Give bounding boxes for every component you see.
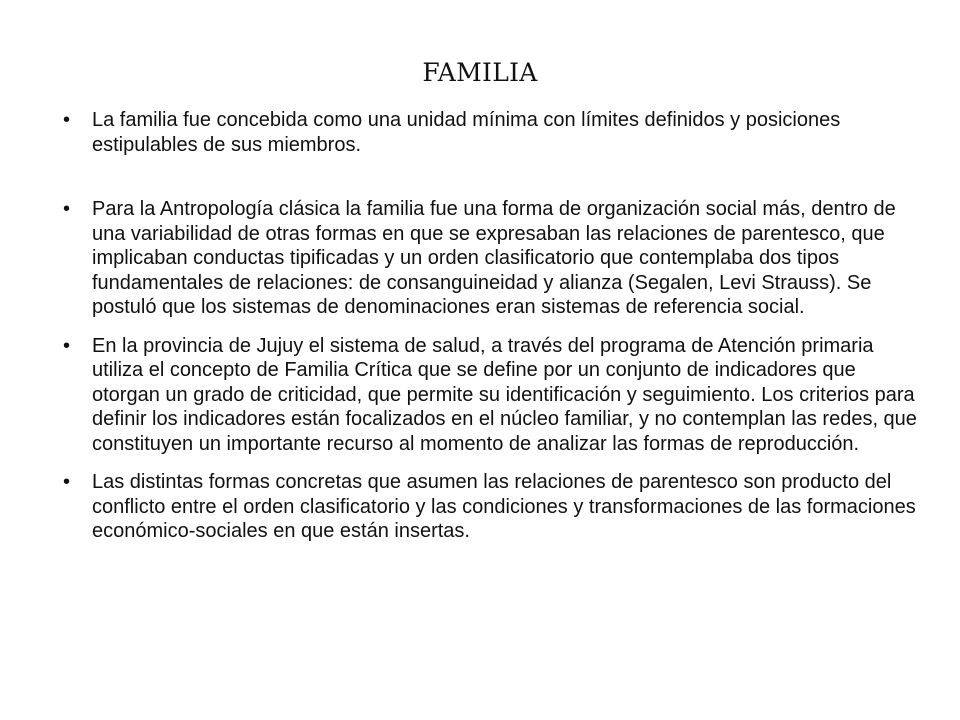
bullet-item (63, 334, 921, 457)
bullet-text: La familia fue concebida como una unidad mínima con límites definidos y posiciones estipulables de sus miembros. (92, 109, 841, 156)
bullet-dot-icon: • (63, 109, 71, 131)
bullet-item (63, 197, 921, 320)
bullet-text: En la provincia de Jujuy el sistema de salud, a través del programa de Atención primaria utiliza el concepto de Familia Crítica que se define por un conjunto de indicadores que otorgan un grado de criticidad, que permite su identificación y seguimiento. Los criterios para definir los indicadores están focalizados en el núcleo familiar, y no contemplan las redes, que constituyen un importante recurso al momento de analizar las formas de reproducción. (92, 334, 917, 455)
bullet-text: Para la Antropología clásica la familia fue una forma de organización social más, dentro de una variabilidad de otras formas en que se expresaban las relaciones de parentesco, que implicaban conductas tipificadas y un orden clasificatorio que contemplaba dos tipos fundamentales de relaciones: de consanguineidad y alianza (Segalen, Levi Strauss). Se postuló que los sistemas de denominaciones eran sistemas de referencia social. (92, 198, 896, 318)
bullet-dot-icon: • (63, 334, 71, 357)
bullet-dot-icon: • (63, 198, 71, 220)
bullet-list (63, 108, 921, 544)
bullet-item (63, 470, 921, 544)
bullet-text: Las distintas formas concretas que asumen las relaciones de parentesco son producto del conflicto entre el orden clasificatorio y las condiciones y transformaciones de las formaciones económico-sociales en que están insertas. (92, 471, 916, 542)
bullet-dot-icon: • (63, 471, 71, 493)
bullet-item (63, 108, 921, 157)
slide-title: FAMILIA (422, 58, 538, 87)
